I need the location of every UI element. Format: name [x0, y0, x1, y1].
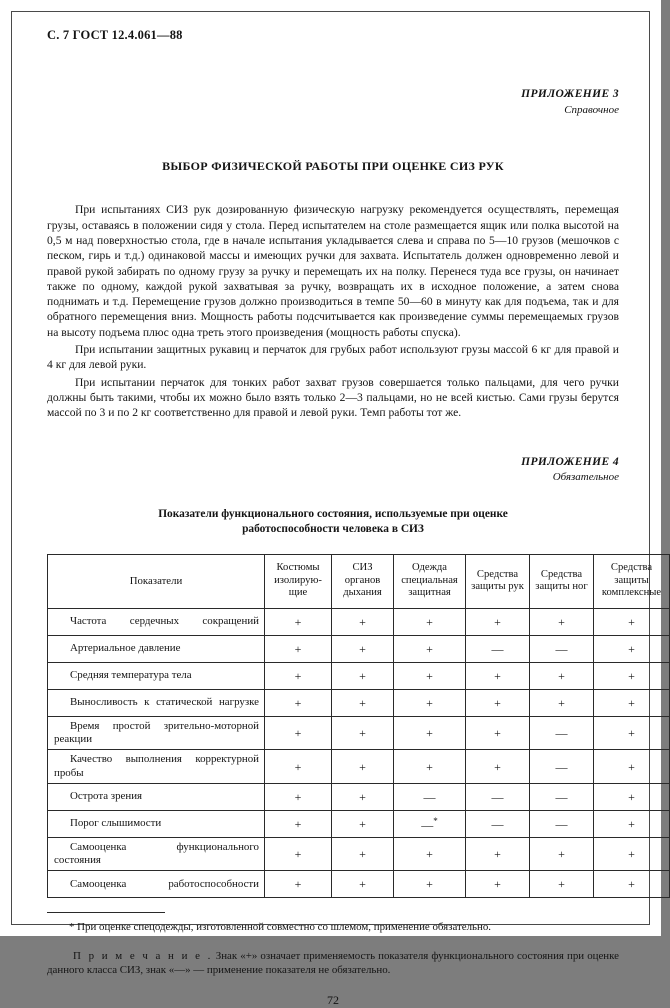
- applicability-mark: +: [394, 871, 466, 898]
- table-caption-line-1: Показатели функционального состояния, используемые при оценке: [158, 507, 508, 520]
- indicator-name: Время простой зрительно-моторной реакции: [48, 716, 265, 750]
- applicability-mark: +: [594, 662, 670, 689]
- spacer: [47, 421, 619, 455]
- applicability-mark: +: [530, 608, 594, 635]
- indicator-name: Качество выполнения корректурной пробы: [48, 750, 265, 784]
- header-line: защиты ног: [535, 581, 588, 593]
- applicability-mark: —: [530, 810, 594, 837]
- header-line: комплексные: [601, 587, 662, 599]
- applicability-mark: +: [265, 810, 332, 837]
- column-header-indicators: [48, 554, 265, 608]
- applicability-mark: +: [265, 750, 332, 784]
- applicability-mark: +: [394, 716, 466, 750]
- indicator-name: Выносливость к статической нагрузке: [48, 689, 265, 716]
- applicability-mark: +: [594, 689, 670, 716]
- table-row: [48, 716, 670, 750]
- header-line: щие: [288, 587, 308, 599]
- header-line: Показатели: [129, 574, 183, 587]
- applicability-mark: +: [466, 716, 530, 750]
- table-caption-line-2: работоспособности человека в СИЗ: [242, 523, 424, 536]
- column-header-respiratory-ppe: [332, 554, 394, 608]
- applicability-mark: +: [594, 635, 670, 662]
- applicability-mark: +: [394, 750, 466, 784]
- footnote-rule: [47, 912, 165, 913]
- applicability-mark: +: [265, 689, 332, 716]
- column-header-complex-protection: [594, 554, 670, 608]
- table-row: [48, 810, 670, 837]
- applicability-mark: —: [466, 810, 530, 837]
- applicability-mark: +: [594, 810, 670, 837]
- table-header-row-group: [48, 554, 670, 608]
- header-line: защиты рук: [471, 581, 524, 593]
- applicability-mark: +: [394, 662, 466, 689]
- indicator-name: Самооценка работоспособности: [48, 871, 265, 898]
- page-running-header: С. 7 ГОСТ 12.4.061—88: [47, 28, 183, 42]
- applicability-mark: +: [265, 716, 332, 750]
- applicability-mark: +: [466, 871, 530, 898]
- applicability-mark: +: [265, 871, 332, 898]
- paragraph-1: При испытаниях СИЗ рук дозированную физическую нагрузку рекомендуется осуществлять, перемещая грузы, оставаясь в положении сидя у стола. Перед испытателем на столе размещается ящик или полка высотой на 0,5 м над поверхностью стола, где в начале испытания укладывается слева и справа по 5—10 грузов (мешочков с песком, гирь и т.д.) одинаковой массы и имеющих ручки для захвата. Испытатель должен одновременно левой и правой рукой забирать по одному грузу за ручку и перемещать их на полку. Перенеся туда все грузы, он начинает также по одному, каждой рукой захватывая за ручку, возвращать их в исходное положение, а затем снова поднимать и т.д. Перемещение грузов должно производиться в темпе 50—60 в минуту как для подъема, так и для обратного перемещения вниз. Мощность работы подсчитывается как произведение суммы перемещаемых грузов на высоту подъема плюс одна треть этого произведения (мощность работы спуска).: [47, 203, 619, 339]
- applicability-mark: +: [332, 810, 394, 837]
- applicability-mark: +: [332, 716, 394, 750]
- applicability-mark: +: [332, 635, 394, 662]
- indicators-table: [47, 554, 670, 899]
- applicability-mark: +: [265, 837, 332, 871]
- table-body: [48, 608, 670, 898]
- applicability-mark: +: [594, 783, 670, 810]
- applicability-mark: —: [394, 783, 466, 810]
- appendix-3-subtitle: Справочное: [564, 103, 619, 116]
- applicability-mark: —: [530, 635, 594, 662]
- header-line: специальная: [401, 574, 458, 586]
- applicability-mark: +: [265, 662, 332, 689]
- note-body: Знак «+» означает применяемость показателя функционального состояния при оценке данного класса СИЗ, знак «—» — применение показателя не обязательно.: [47, 949, 619, 976]
- applicability-mark: +: [594, 871, 670, 898]
- applicability-mark: +: [530, 871, 594, 898]
- indicator-name: Частота сердечных сокращений: [48, 608, 265, 635]
- applicability-mark: —: [466, 635, 530, 662]
- header-line: Костюмы: [276, 562, 320, 574]
- applicability-mark: +: [332, 837, 394, 871]
- table-row: [48, 837, 670, 871]
- header-line: изолирую-: [274, 574, 322, 586]
- header-line: Средства: [476, 568, 519, 580]
- applicability-mark: +: [594, 716, 670, 750]
- applicability-mark: +: [332, 871, 394, 898]
- applicability-mark: +: [394, 608, 466, 635]
- indicator-name: Средняя температура тела: [48, 662, 265, 689]
- applicability-mark: +: [332, 608, 394, 635]
- applicability-mark: —: [530, 783, 594, 810]
- table-row: [48, 608, 670, 635]
- column-header-insulating-suits: [265, 554, 332, 608]
- applicability-mark: +: [466, 750, 530, 784]
- table-row: [48, 750, 670, 784]
- applicability-mark: +: [466, 608, 530, 635]
- mark-symbol: —: [421, 817, 434, 832]
- applicability-mark: +: [594, 608, 670, 635]
- header-line: защитная: [408, 587, 451, 599]
- header-line: Средства: [610, 562, 653, 574]
- indicator-name: Порог слышимости: [48, 810, 265, 837]
- table-row: [48, 871, 670, 898]
- header-line: Одежда: [411, 562, 447, 574]
- applicability-mark: +: [466, 689, 530, 716]
- table-row: [48, 783, 670, 810]
- applicability-mark: —: [466, 783, 530, 810]
- applicability-mark: +: [466, 837, 530, 871]
- appendix-3-heading: [47, 87, 619, 117]
- page-content: [47, 28, 662, 1008]
- applicability-mark: +: [530, 689, 594, 716]
- table-row: [48, 635, 670, 662]
- applicability-mark: +: [332, 783, 394, 810]
- note-lead: П р и м е ч а н и е .: [73, 949, 213, 962]
- table-note: [47, 949, 619, 978]
- appendix-3-title: ПРИЛОЖЕНИЕ 3: [521, 88, 619, 100]
- applicability-mark: +: [265, 608, 332, 635]
- header-line: СИЗ: [352, 562, 373, 574]
- applicability-mark: +: [530, 662, 594, 689]
- page-number: 72: [327, 993, 339, 1008]
- applicability-mark: +: [265, 635, 332, 662]
- applicability-mark: +: [594, 750, 670, 784]
- applicability-mark: —: [530, 716, 594, 750]
- table-row: [48, 689, 670, 716]
- applicability-mark: +: [332, 750, 394, 784]
- applicability-mark: —: [530, 750, 594, 784]
- applicability-mark: +: [332, 662, 394, 689]
- indicator-name: Артериальное давление: [48, 635, 265, 662]
- paragraph-3: При испытании перчаток для тонких работ захват грузов совершается только пальцами, для чего ручки должны быть такими, чтобы их можно было взять только 2—3 пальцами, но не всей кистью. Сами грузы берутся массой по 3 и по 2 кг соответственно для правой и левой руки. Темп работы тот же.: [47, 375, 619, 420]
- indicator-name: Самооценка функционального состояния: [48, 837, 265, 871]
- spacer: [47, 491, 619, 507]
- table-caption: [47, 507, 619, 538]
- applicability-mark: +: [594, 837, 670, 871]
- column-header-foot-protection: [530, 554, 594, 608]
- table-row: [48, 662, 670, 689]
- applicability-mark: +: [265, 783, 332, 810]
- column-header-hand-protection: [466, 554, 530, 608]
- section-title: ВЫБОР ФИЗИЧЕСКОЙ РАБОТЫ ПРИ ОЦЕНКЕ СИЗ РУК: [162, 159, 504, 174]
- applicability-mark: +: [332, 689, 394, 716]
- applicability-mark: [394, 810, 466, 837]
- header-line: органов: [344, 574, 381, 586]
- header-line: Средства: [540, 568, 583, 580]
- table-header-row: [48, 554, 670, 608]
- applicability-mark: +: [394, 689, 466, 716]
- appendix-4-subtitle: Обязательное: [552, 471, 619, 484]
- applicability-mark: +: [530, 837, 594, 871]
- header-line: защиты: [614, 574, 649, 586]
- applicability-mark: +: [394, 635, 466, 662]
- indicator-name: Острота зрения: [48, 783, 265, 810]
- header-line: дыхания: [343, 587, 382, 599]
- applicability-mark: +: [466, 662, 530, 689]
- appendix-4-title: ПРИЛОЖЕНИЕ 4: [521, 455, 619, 468]
- appendix-4-heading: [47, 455, 619, 485]
- applicability-mark: +: [394, 837, 466, 871]
- column-header-special-protective-clothing: [394, 554, 466, 608]
- paragraph-2: При испытании защитных рукавиц и перчаток для грубых работ используют грузы массой 6 кг для правой и 4 кг для левой руки.: [47, 343, 619, 372]
- footnote-marker: *: [433, 815, 438, 826]
- table-footnote: * При оценке спецодежды, изготовленной совместно со шлемом, применение обязательно.: [69, 921, 492, 934]
